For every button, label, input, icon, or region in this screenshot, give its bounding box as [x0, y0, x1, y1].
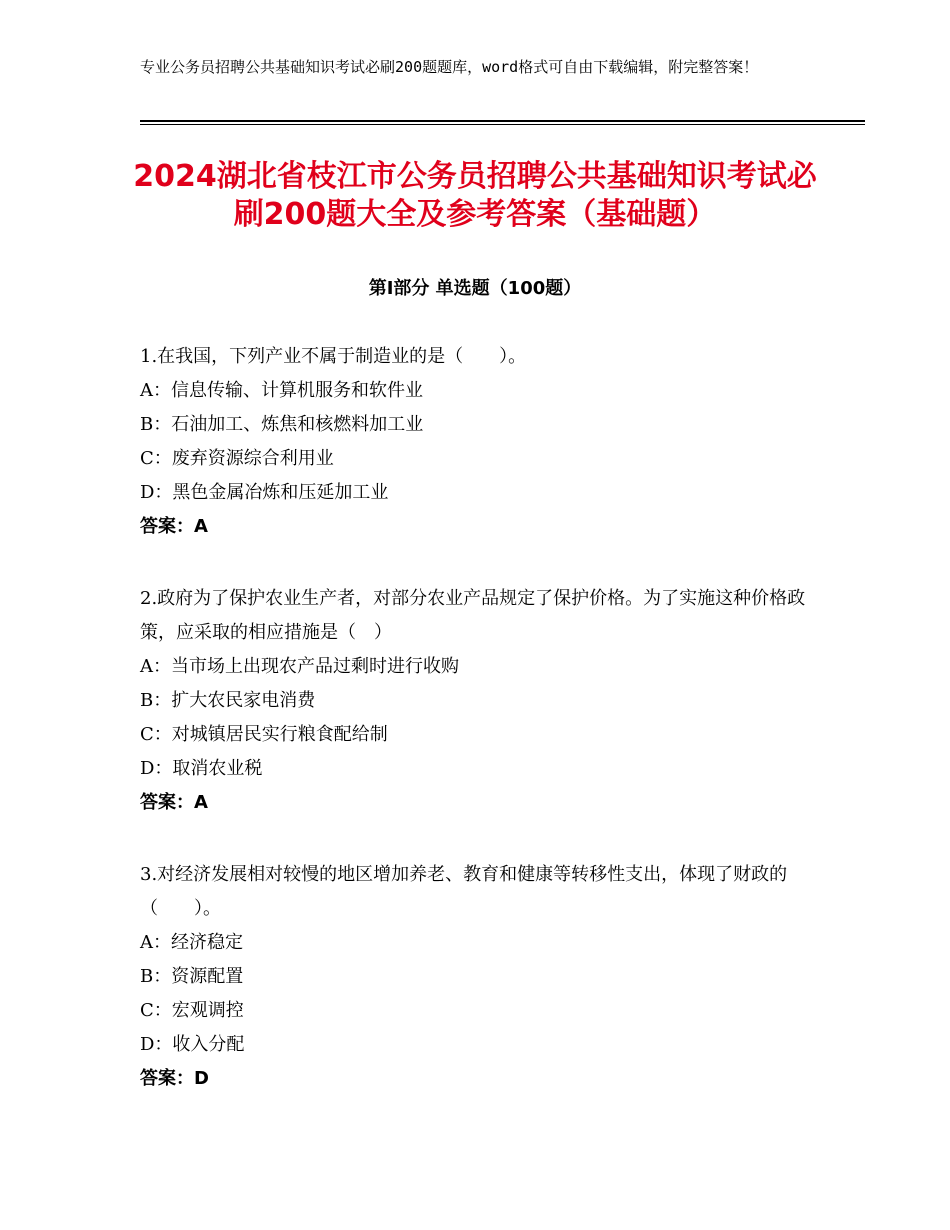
question-option: C：对城镇居民实行粮食配给制 [140, 724, 388, 745]
question-answer: 答案：A [140, 792, 208, 813]
question-answer: 答案：A [140, 516, 208, 537]
question-item [140, 582, 830, 820]
question-option: D：取消农业税 [140, 758, 263, 779]
question-option: A：经济稳定 [140, 932, 243, 953]
question-item [140, 858, 830, 1096]
question-item [140, 340, 830, 544]
header-note: 专业公务员招聘公共基础知识考试必刷200题题库，word格式可自由下载编辑，附完整答案！ [140, 58, 759, 76]
header-divider-thin [140, 124, 865, 125]
question-option: C：废弃资源综合利用业 [140, 448, 334, 469]
question-option: C：宏观调控 [140, 1000, 244, 1021]
question-list [140, 340, 830, 1134]
question-option: A：信息传输、计算机服务和软件业 [140, 380, 423, 401]
question-option: B：资源配置 [140, 966, 244, 987]
question-option: D：收入分配 [140, 1034, 245, 1055]
document-title: 2024湖北省枝江市公务员招聘公共基础知识考试必刷200题大全及参考答案（基础题） [133, 159, 817, 232]
question-option: D：黑色金属冶炼和压延加工业 [140, 482, 389, 503]
question-stem: 1.在我国，下列产业不属于制造业的是（ ）。 [140, 346, 527, 367]
question-option: A：当市场上出现农产品过剩时进行收购 [140, 656, 459, 677]
header-divider-thick [140, 120, 865, 122]
question-stem: 3.对经济发展相对较慢的地区增加养老、教育和健康等转移性支出，体现了财政的（ ）。 [140, 864, 788, 919]
question-option: B：扩大农民家电消费 [140, 690, 316, 711]
question-answer: 答案：D [140, 1068, 209, 1089]
question-stem: 2.政府为了保护农业生产者，对部分农业产品规定了保护价格。为了实施这种价格政策，应采取的相应措施是（ ） [140, 588, 806, 643]
section-title: 第Ⅰ部分 单选题（100题） [368, 278, 582, 299]
question-option: B：石油加工、炼焦和核燃料加工业 [140, 414, 424, 435]
